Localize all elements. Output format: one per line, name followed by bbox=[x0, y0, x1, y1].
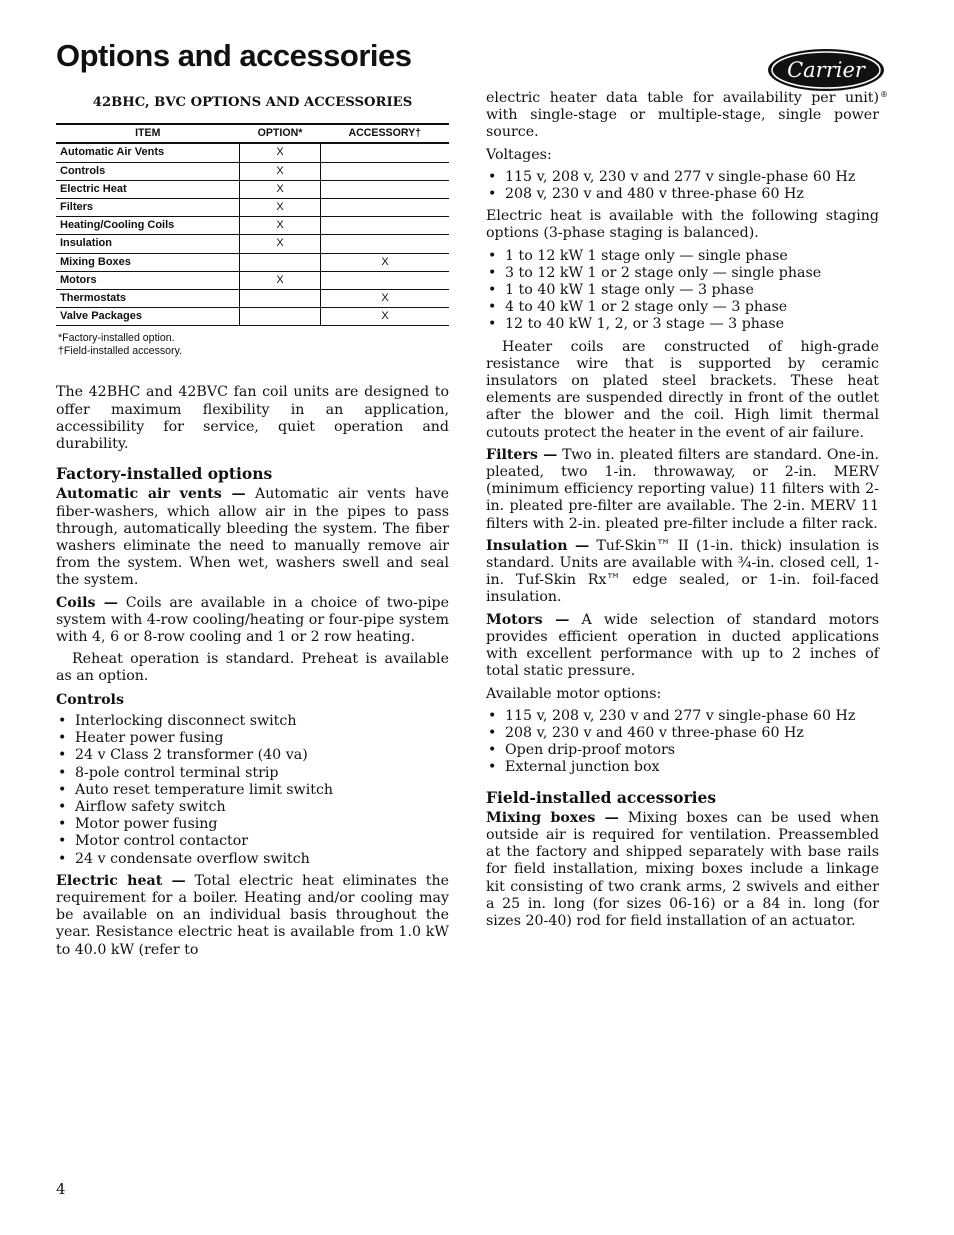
row-accessory bbox=[321, 162, 450, 180]
row-accessory bbox=[321, 235, 450, 253]
factory-options-heading: Factory-installed options bbox=[56, 464, 273, 484]
list-item: • 3 to 12 kW 1 or 2 stage only — single phase bbox=[486, 265, 879, 282]
row-option bbox=[240, 253, 321, 271]
left-column bbox=[56, 90, 449, 964]
row-item: Thermostats bbox=[56, 290, 240, 308]
list-item: • Motor power fusing bbox=[56, 816, 449, 833]
list-item: • 115 v, 208 v, 230 v and 277 v single-phase 60 Hz bbox=[486, 708, 879, 725]
header-option: OPTION* bbox=[240, 124, 321, 143]
motors-text: A wide selection of standard motors provides efficient operation in ducted applications with excellent performance with up to 2 inches of total static pressure. bbox=[486, 611, 879, 680]
list-item: • External junction box bbox=[486, 759, 879, 776]
filters-paragraph bbox=[486, 447, 879, 533]
staging-intro: Electric heat is available with the following staging options (3-phase staging is balanced). bbox=[486, 208, 879, 242]
list-item: • 12 to 40 kW 1, 2, or 3 stage — 3 phase bbox=[486, 316, 879, 333]
footnote-accessory: †Field-installed accessory. bbox=[58, 345, 183, 358]
list-item: • 115 v, 208 v, 230 v and 277 v single-phase 60 Hz bbox=[486, 169, 879, 186]
coils-text: Coils are available in a choice of two-pipe system with 4-row cooling/heating or four-pipe system with 4, 6 or 8-row cooling and 1 or 2 row heating. bbox=[56, 594, 449, 646]
air-vents-paragraph bbox=[56, 486, 449, 589]
motors-lead: Motors — bbox=[486, 611, 570, 628]
staging-list bbox=[486, 248, 879, 334]
list-item: • 208 v, 230 v and 460 v three-phase 60 Hz bbox=[486, 725, 879, 742]
electric-heat-continued: electric heater data table for availability per unit) with single-stage or multiple-stage, single power source. bbox=[486, 90, 879, 141]
list-item: • 1 to 12 kW 1 stage only — single phase bbox=[486, 248, 879, 265]
mixing-boxes-paragraph bbox=[486, 810, 879, 930]
table-row bbox=[56, 271, 449, 289]
table-row bbox=[56, 162, 449, 180]
row-option: X bbox=[240, 162, 321, 180]
row-option: X bbox=[240, 235, 321, 253]
row-option: X bbox=[240, 143, 321, 162]
row-item: Controls bbox=[56, 162, 240, 180]
insulation-text: Tuf-Skin™ II (1-in. thick) insulation is standard. Units are available with ¾-in. closed cell, 1-in. Tuf-Skin Rx™ edge sealed, or 1-in. foil-faced insulation. bbox=[486, 537, 880, 606]
row-item: Mixing Boxes bbox=[56, 253, 240, 271]
reheat-paragraph: Reheat operation is standard. Preheat is available as an option. bbox=[56, 651, 449, 685]
row-accessory: X bbox=[321, 253, 450, 271]
motor-options-list bbox=[486, 708, 879, 777]
page-title: Options and accessories bbox=[56, 38, 412, 73]
row-item: Heating/Cooling Coils bbox=[56, 217, 240, 235]
air-vents-lead: Automatic air vents — bbox=[56, 486, 246, 503]
row-accessory: X bbox=[321, 290, 450, 308]
intro-paragraph: The 42BHC and 42BVC fan coil units are designed to offer maximum flexibility in an application, accessibility for service, quiet operation and durability. bbox=[56, 384, 449, 453]
registered-mark: ® bbox=[880, 90, 888, 99]
insulation-paragraph bbox=[486, 538, 879, 607]
electric-heat-lead: Electric heat — bbox=[56, 872, 186, 889]
air-vents-text: Automatic air vents have fiber-washers, which allow air in the pipes to pass through, automatically bleeding the system. The fiber washers eliminate the need to manually remove air from the system. When wet, washers swell and seal the system. bbox=[56, 486, 449, 589]
motors-paragraph bbox=[486, 612, 879, 681]
row-option bbox=[240, 308, 321, 326]
table-row bbox=[56, 199, 449, 217]
row-accessory: X bbox=[321, 308, 450, 326]
row-accessory bbox=[321, 271, 450, 289]
coils-lead: Coils — bbox=[56, 594, 118, 611]
table-footnotes bbox=[56, 332, 449, 358]
table-header-row bbox=[56, 124, 449, 143]
list-item: • Interlocking disconnect switch bbox=[56, 713, 449, 730]
table-row bbox=[56, 235, 449, 253]
header-accessory: ACCESSORY† bbox=[321, 124, 450, 143]
row-option: X bbox=[240, 271, 321, 289]
list-item: • 24 v Class 2 transformer (40 va) bbox=[56, 747, 449, 764]
list-item: • Open drip-proof motors bbox=[486, 742, 879, 759]
filters-lead: Filters — bbox=[486, 446, 558, 463]
row-option: X bbox=[240, 217, 321, 235]
field-accessories-heading: Field-installed accessories bbox=[486, 787, 717, 807]
electric-heat-text: Total electric heat eliminates the requirement for a boiler. Heating and/or cooling may be available on an individual basis throughout the year. Resistance electric heat is available from 1.0 kW to 40.0 kW (refer to bbox=[56, 872, 449, 958]
electric-heat-paragraph bbox=[56, 873, 449, 959]
table-row bbox=[56, 290, 449, 308]
list-item: • 1 to 40 kW 1 stage only — 3 phase bbox=[486, 282, 879, 299]
mixing-boxes-text: Mixing boxes can be used when outside air is required for ventilation. Preassembled at the factory and shipped separately with base rails for field installation, mixing boxes include a linkage kit consisting of two crank arms, 2 swivels and either a 25 in. long (for sizes 06-16) or a 84 in. long (for sizes 20-40) rod for field installation of an actuator. bbox=[486, 809, 879, 929]
voltages-list bbox=[486, 169, 879, 203]
insulation-lead: Insulation — bbox=[486, 537, 590, 554]
row-option: X bbox=[240, 180, 321, 198]
table-row bbox=[56, 253, 449, 271]
list-item: • 8-pole control terminal strip bbox=[56, 765, 449, 782]
row-item: Automatic Air Vents bbox=[56, 143, 240, 162]
logo-text: Carrier bbox=[787, 58, 865, 82]
list-item: • Heater power fusing bbox=[56, 730, 449, 747]
row-option bbox=[240, 290, 321, 308]
header-item: ITEM bbox=[56, 124, 240, 143]
controls-list bbox=[56, 713, 449, 868]
row-accessory bbox=[321, 217, 450, 235]
row-accessory bbox=[321, 180, 450, 198]
list-item: • 4 to 40 kW 1 or 2 stage only — 3 phase bbox=[486, 299, 879, 316]
row-accessory bbox=[321, 143, 450, 162]
row-accessory bbox=[321, 199, 450, 217]
voltages-label: Voltages: bbox=[486, 146, 552, 163]
table-row bbox=[56, 308, 449, 326]
row-item: Motors bbox=[56, 271, 240, 289]
footnote-option: *Factory-installed option. bbox=[58, 332, 175, 345]
list-item: • 24 v condensate overflow switch bbox=[56, 851, 449, 868]
motor-options-label: Available motor options: bbox=[486, 685, 662, 702]
table-row bbox=[56, 143, 449, 162]
table-title: 42BHC, BVC OPTIONS AND ACCESSORIES bbox=[92, 95, 413, 110]
row-item: Valve Packages bbox=[56, 308, 240, 326]
list-item: • Airflow safety switch bbox=[56, 799, 449, 816]
page-number: 4 bbox=[56, 1180, 66, 1198]
table-row bbox=[56, 217, 449, 235]
heater-coils-paragraph: Heater coils are constructed of high-grade resistance wire that is supported by ceramic insulators on plated steel brackets. These heat elements are suspended directly in front of the outlet after the blower and the coil. High limit thermal cutouts protect the heater in the event of air failure. bbox=[486, 338, 879, 441]
list-item: • Motor control contactor bbox=[56, 833, 449, 850]
row-item: Electric Heat bbox=[56, 180, 240, 198]
coils-paragraph bbox=[56, 595, 449, 647]
controls-heading: Controls bbox=[56, 691, 124, 708]
row-option: X bbox=[240, 199, 321, 217]
list-item: • 208 v, 230 v and 480 v three-phase 60 Hz bbox=[486, 186, 879, 203]
right-column bbox=[486, 90, 879, 935]
mixing-boxes-lead: Mixing boxes — bbox=[486, 809, 619, 826]
row-item: Filters bbox=[56, 199, 240, 217]
filters-text: Two in. pleated filters are standard. One-in. pleated, two 1-in. throwaway, or 2-in. MERV (minimum efficiency reporting value) 11 filters with 2-in. pleated pre-filter are available. The 2-in. MERV 11 filters with 2-in. pleated pre-filter include a filter rack. bbox=[486, 446, 879, 532]
table-row bbox=[56, 180, 449, 198]
list-item: • Auto reset temperature limit switch bbox=[56, 782, 449, 799]
row-item: Insulation bbox=[56, 235, 240, 253]
options-table bbox=[56, 123, 449, 326]
